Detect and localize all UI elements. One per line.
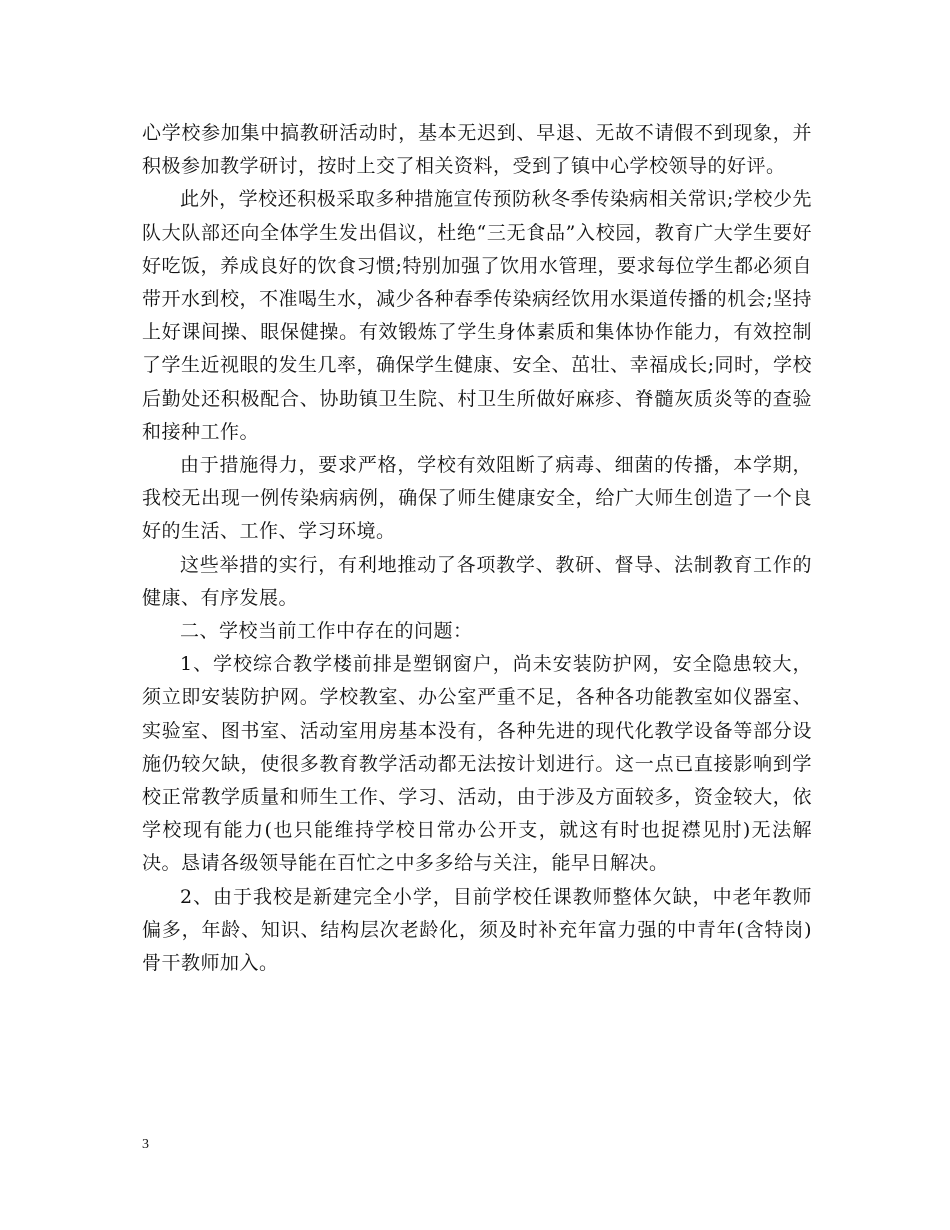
paragraph-summary: 这些举措的实行，有利地推动了各项教学、教研、督导、法制教育工作的健康、有序发展。 <box>142 553 812 609</box>
document-body <box>142 117 812 980</box>
paragraph-prevention-measures: 此外，学校还积极采取多种措施宣传预防秋冬季传染病相关常识;学校少先队大队部还向全体学生发出倡议，杜绝“三无食品”入校园，教育广大学生要好好吃饭，养成良好的饮食习惯;特别加强了饮用水管理，要求每位学生都必须自带开水到校，不准喝生水，减少各种春季传染病经饮用水渠道传播的机会;坚持上好课间操、眼保健操。有效锻炼了学生身体素质和集体协作能力，有效控制了学生近视眼的发生几率，确保学生健康、安全、茁壮、幸福成长;同时，学校后勤处还积极配合、协助镇卫生院、村卫生所做好麻疹、脊髓灰质炎等的查验和接种工作。 <box>142 188 812 443</box>
page-number: 3 <box>142 1137 149 1152</box>
paragraph-continuation: 心学校参加集中搞教研活动时，基本无迟到、早退、无故不请假不到现象，并积极参加教学研讨，按时上交了相关资料，受到了镇中心学校领导的好评。 <box>142 122 812 178</box>
section-heading-problems: 二、学校当前工作中存在的问题： <box>180 620 473 643</box>
paragraph-results: 由于措施得力，要求严格，学校有效阻断了病毒、细菌的传播，本学期，我校无出现一例传染病病例，确保了师生健康安全，给广大师生创造了一个良好的生活、工作、学习环境。 <box>142 454 812 543</box>
paragraph-problem-1: 1、学校综合教学楼前排是塑钢窗户，尚未安装防护网，安全隐患较大，须立即安装防护网。学校教室、办公室严重不足，各种各功能教室如仪器室、实验室、图书室、活动室用房基本没有，各种先进的现代化教学设备等部分设施仍较欠缺，使很多教育教学活动都无法按计划进行。这一点已直接影响到学校正常教学质量和师生工作、学习、活动，由于涉及方面较多，资金较大，依学校现有能力(也只能维持学校日常办公开支，就这有时也捉襟见肘)无法解决。恳请各级领导能在百忙之中多多给与关注，能早日解决。 <box>142 653 812 875</box>
paragraph-problem-2: 2、由于我校是新建完全小学，目前学校任课教师整体欠缺，中老年教师偏多，年龄、知识、结构层次老龄化，须及时补充年富力强的中青年(含特岗)骨干教师加入。 <box>142 885 812 975</box>
